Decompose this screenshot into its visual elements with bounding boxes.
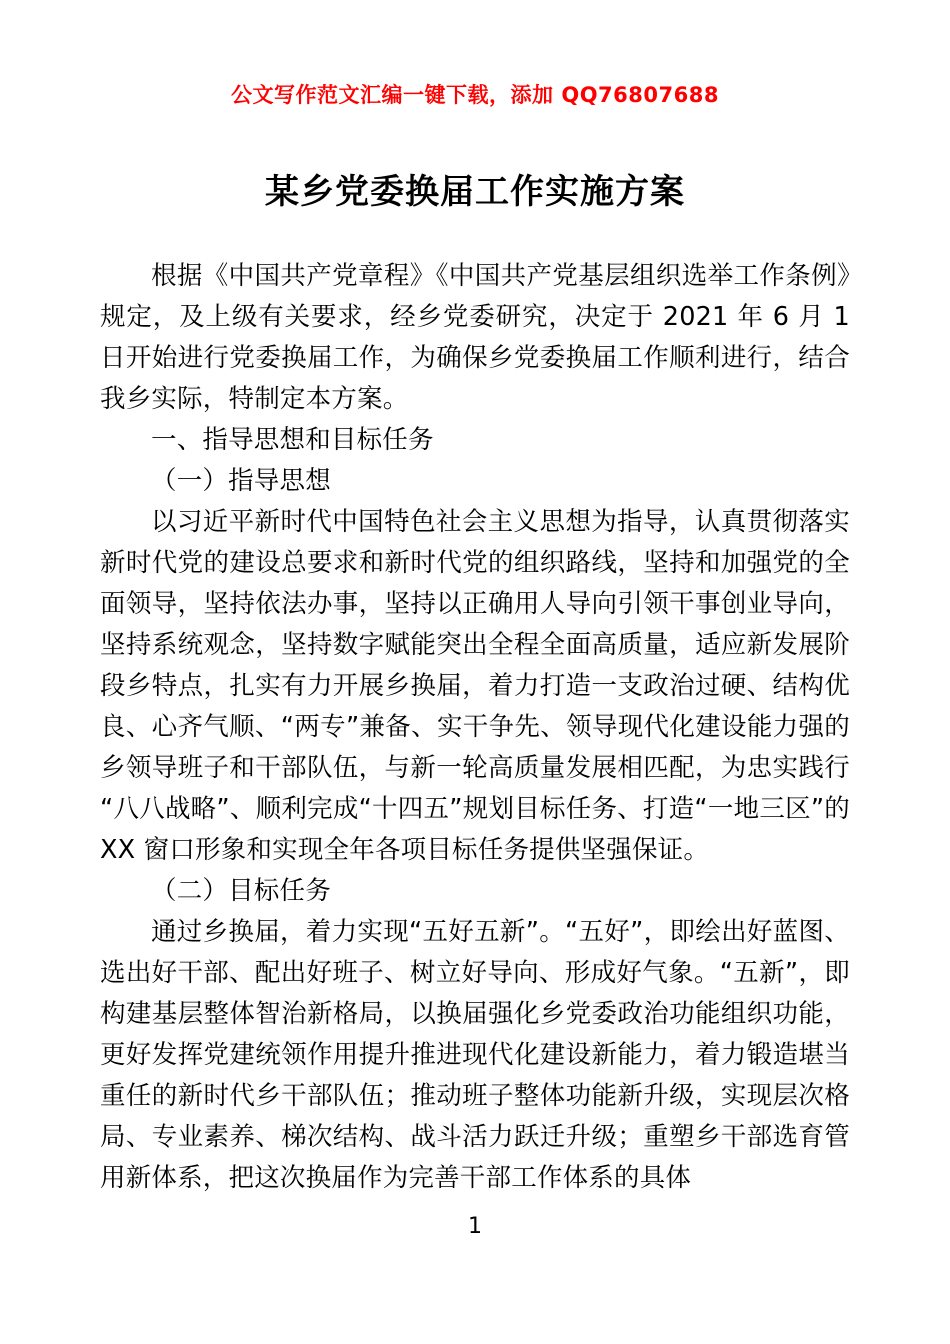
watermark-text: 公文写作范文汇编一键下载，添加 QQ76807688: [231, 83, 719, 107]
heading-subsection-1-1: （一）指导思想: [151, 466, 331, 497]
paragraph-guiding-ideology: 以习近平新时代中国特色社会主义思想为指导，认真贯彻落实新时代党的建设总要求和新时代党的组织路线，坚持和加强党的全面领导，坚持依法办事，坚持以正确用人导向引领干事创业导向，坚持系统观念，坚持数字赋能突出全程全面高质量，适应新发展阶段乡特点，扎实有力开展乡换届，着力打造一支政治过硬、结构优良、心齐气顺、“两专”兼备、实干争先、领导现代化建设能力强的乡领导班子和干部队伍，与新一轮高质量发展相匹配，为忠实践行“八八战略”、顺利完成“十四五”规划目标任务、打造“一地三区”的 XX 窗口形象和实现全年各项目标任务提供坚强保证。: [100, 507, 850, 866]
heading-section-1: 一、指导思想和目标任务: [151, 425, 434, 456]
page-title: 某乡党委换届工作实施方案: [265, 172, 685, 213]
paragraph-intro: 根据《中国共产党章程》《中国共产党基层组织选举工作条例》规定，及上级有关要求，经乡党委研究，决定于 2021 年 6 月 1 日开始进行党委换届工作，为确保乡党委换届工作顺利进行，结合我乡实际，特制定本方案。: [100, 261, 850, 415]
heading-subsection-1-2: （二）目标任务: [151, 876, 331, 907]
page-number: 1: [468, 1214, 482, 1239]
document-body: [100, 256, 850, 1199]
paragraph-goals-tasks: 通过乡换届，着力实现“五好五新”。“五好”，即绘出好蓝图、选出好干部、配出好班子、树立好导向、形成好气象。“五新”，即构建基层整体智治新格局，以换届强化乡党委政治功能组织功能，更好发挥党建统领作用提升推进现代化建设新能力，着力锻造堪当重任的新时代乡干部队伍；推动班子整体功能新升级，实现层次格局、专业素养、梯次结构、战斗活力跃迁升级；重塑乡干部选育管用新体系，把这次换届作为完善干部工作体系的具体: [100, 917, 850, 1194]
